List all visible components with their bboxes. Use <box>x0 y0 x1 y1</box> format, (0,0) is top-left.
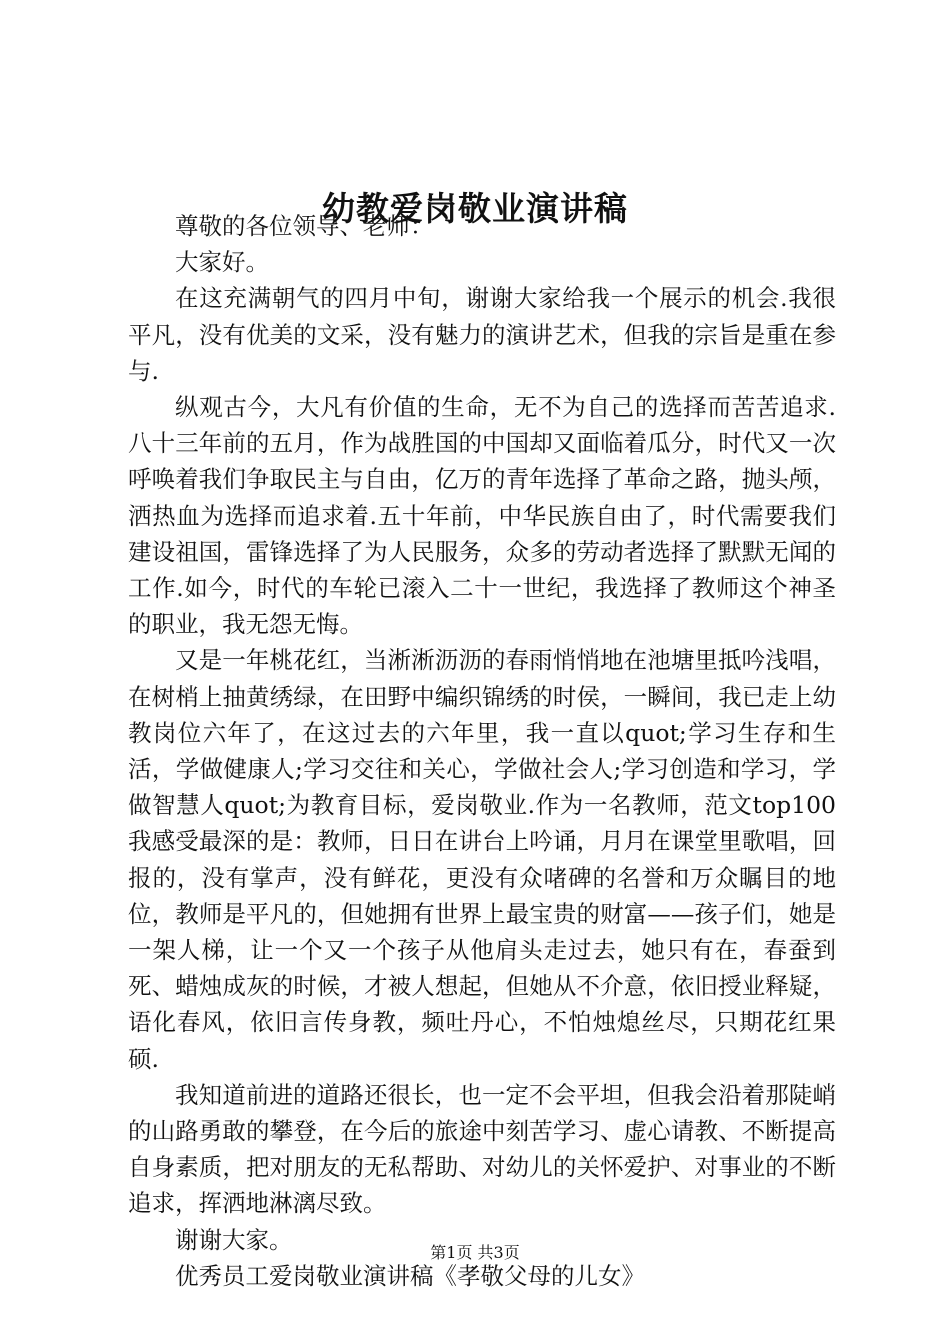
paragraph: 在这充满朝气的四月中旬，谢谢大家给我一个展示的机会.我很平凡，没有优美的文采，没有魅力的演讲艺术，但我的宗旨是重在参与. <box>128 284 836 385</box>
greeting: 大家好。 <box>175 248 269 277</box>
closing: 谢谢大家。 <box>175 1225 293 1254</box>
paragraph: 又是一年桃花红，当淅淅沥沥的春雨悄悄地在池塘里抵吟浅唱，在树梢上抽黄绣绿，在田野中编织锦绣的时侯，一瞬间，我已走上幼教岗位六年了，在这过去的六年里，我一直以quot;学习生存和生活，学做健康人;学习交往和关心，学做社会人;学习创造和学习，学做智慧人quot;为教育目标，爱岗敬业.作为一名教师，范文top100我感受最深的是：教师，日日在讲台上吟诵，月月在课堂里歌唱，回报的，没有掌声，没有鲜花，更没有众啫碑的名誉和万众瞩目的地位，教师是平凡的，但她拥有世界上最宝贵的财富——孩子们，她是一架人梯，让一个又一个孩子从他肩头走过去，她只有在，春蚕到死、蜡烛成灰的时候，才被人想起，但她从不介意，依旧授业释疑，语化春风，依旧言传身教，频吐丹心，不怕烛熄丝尽，只期花红果硕. <box>128 646 836 1073</box>
salutation: 尊敬的各位领导、老师： <box>175 212 434 240</box>
page-number: 第1页 共3页 <box>430 1243 520 1262</box>
document-body <box>128 208 836 1294</box>
next-section-heading: 优秀员工爱岗敬业演讲稿《孝敬父母的儿女》 <box>175 1261 645 1290</box>
paragraph: 纵观古今，大凡有价值的生命，无不为自己的选择而苦苦追求.八十三年前的五月，作为战胜国的中国却又面临着瓜分，时代又一次呼唤着我们争取民主与自由，亿万的青年选择了革命之路，抛头颅，洒热血为选择而追求着.五十年前，中华民族自由了，时代需要我们建设祖国，雷锋选择了为人民服务，众多的劳动者选择了默默无闻的工作.如今，时代的车轮已滚入二十一世纪，我选择了教师这个神圣的职业，我无怨无悔。 <box>128 393 836 639</box>
document-title: 幼教爱岗敬业演讲稿 <box>322 189 628 228</box>
paragraph: 我知道前进的道路还很长，也一定不会平坦，但我会沿着那陡峭的山路勇敢的攀登，在今后的旅途中刻苦学习、虚心请教、不断提高自身素质，把对朋友的无私帮助、对幼儿的关怀爱护、对事业的不断追求，挥洒地淋漓尽致。 <box>128 1080 836 1218</box>
